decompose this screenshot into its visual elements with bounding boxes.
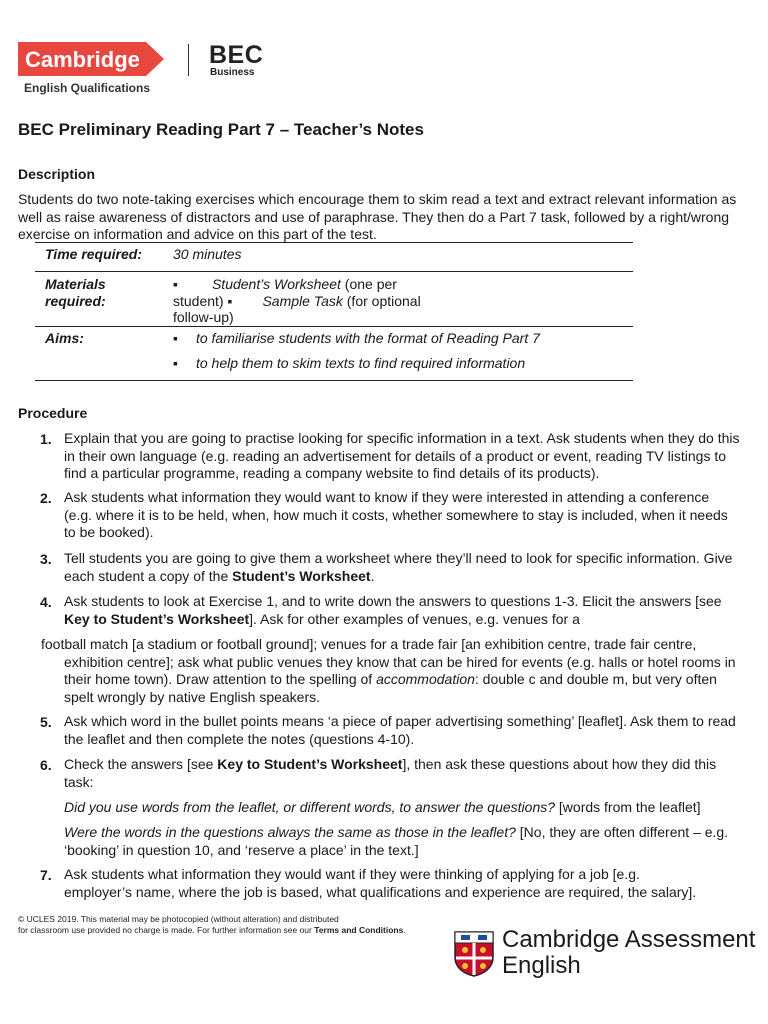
materials-line: [173, 276, 463, 293]
aim-text: to familiarise students with the format of Reading Part 7: [195, 330, 540, 346]
step-line: [64, 568, 754, 586]
bullet-icon: ▪: [173, 276, 178, 292]
cambridge-subtitle: English Qualifications: [24, 81, 151, 95]
aims-item: [173, 330, 540, 347]
aims-item: [173, 355, 525, 372]
step-line: (e.g. where it is to be held, when, how much it costs, whether somewhere to stay is included, when it needs: [64, 506, 728, 523]
step-line: the leaflet and then complete the notes (questions 4-10).: [64, 730, 415, 747]
materials-text: student) ▪: [173, 292, 233, 309]
step-7-text: [64, 866, 754, 901]
step-4-continued: [41, 636, 756, 706]
step-6-text: [64, 756, 754, 791]
aim-text: to help them to skim texts to find required information: [195, 355, 526, 371]
copyright-line: [18, 925, 406, 936]
table-rule: [35, 271, 633, 272]
step-number: 3.: [40, 551, 52, 567]
materials-label-line: Materials: [45, 276, 106, 292]
step-text: ]. Ask for other examples of venues, e.g. venues for a: [249, 610, 580, 627]
question-text: Were the words in the questions always the same as those in the leaflet?: [64, 824, 516, 840]
step-text: each student a copy of the: [64, 567, 233, 584]
header-divider: [188, 44, 189, 76]
step-line: to be booked).: [64, 524, 154, 541]
time-label: Time required:: [45, 246, 142, 262]
answer-text: [No, they are often different – e.g.: [515, 824, 729, 840]
copyright-line: © UCLES 2019. This material may be photocopied (without alteration) and distributed: [18, 914, 339, 924]
step-number: 2.: [40, 490, 52, 506]
materials-label: [45, 276, 106, 309]
step-line: Ask students what information they would want to know if they were interested in attending a conference: [64, 489, 710, 505]
materials-text: (one per: [340, 276, 397, 292]
table-rule: [35, 326, 633, 327]
step-3-text: [64, 550, 754, 585]
description-text: [18, 191, 758, 244]
description-line: well as raise awareness of distractors and use of paraphrase. They then do a Part 7 task, followed by a right/wrong: [18, 208, 730, 225]
copyright-text: for classroom use provided no charge is made. For further information see our: [18, 924, 315, 935]
worksheet-name: Student’s Worksheet: [211, 276, 341, 292]
cambridge-logo: [18, 42, 164, 76]
step-5-text: [64, 713, 754, 748]
bullet-icon: ▪: [173, 330, 178, 346]
step-line: employer’s name, where the job is based, what qualifications and experience are required, the salary].: [64, 883, 697, 900]
cambridge-assessment-logo-text: Cambridge Assessment: [502, 926, 756, 953]
step-line: task:: [64, 773, 94, 790]
cambridge-logo-text: Cambridge: [25, 47, 140, 72]
answer-text: ‘booking’ in question 10, and ‘reserve a place’ in the text.]: [64, 841, 419, 858]
step-line: Ask students what information they would want if they were thinking of applying for a job [e.g.: [64, 866, 640, 882]
step-line: Ask which word in the bullet points means ‘a piece of paper advertising something’ [leaflet]. Ask them to read: [64, 713, 736, 729]
step-line: find a particular programme, reading a company website to find details of its products).: [64, 465, 600, 482]
step-line: [64, 756, 754, 774]
aims-label: Aims:: [45, 330, 84, 346]
bec-logo: BEC: [209, 41, 264, 69]
step-number: 6.: [40, 757, 52, 773]
bec-subtitle: Business: [210, 67, 255, 78]
step-text: : double c and double m, but very often: [474, 671, 717, 688]
terms-link[interactable]: Terms and Conditions: [314, 924, 404, 935]
copyright-text: .: [403, 924, 406, 935]
answer-text: [words from the leaflet]: [555, 799, 701, 815]
step-line: football match [a stadium or football ground]; venues for a trade fair [an exhibition centre, trade fair centre,: [41, 636, 697, 652]
step-2-text: [64, 489, 754, 542]
materials-line: follow-up): [173, 309, 234, 325]
cambridge-crest-icon: [454, 931, 494, 977]
key-ref: Key to Student’s Worksheet: [217, 756, 403, 772]
table-rule-top: [35, 242, 633, 243]
step-4-text: [64, 593, 754, 628]
description-line: exercise on information and advice on this part of the test.: [18, 226, 377, 243]
document-title: BEC Preliminary Reading Part 7 – Teacher’s Notes: [18, 120, 424, 139]
step-text: .: [370, 567, 375, 584]
step-line: spelt wrongly by native English speakers.: [64, 688, 321, 705]
cambridge-assessment-logo-subtext: English: [502, 952, 581, 979]
step-1-text: [64, 430, 754, 483]
bullet-icon: ▪: [173, 355, 178, 371]
copyright-footer: [18, 914, 406, 935]
worksheet-ref: Student’s Worksheet: [232, 567, 371, 584]
step-line: [41, 671, 756, 689]
question-2: [64, 824, 754, 859]
materials-label-line: required:: [45, 292, 106, 309]
key-ref: Key to Student’s Worksheet: [64, 610, 250, 627]
step-line: Tell students you are going to give them a worksheet where they’ll need to look for specific information. Give: [64, 550, 733, 566]
step-line: exhibition centre]; ask what public venues they know that can be hired for events (e.g. halls or hotel rooms in: [64, 653, 736, 670]
sample-task-name: Sample Task: [262, 292, 343, 309]
question-text: Did you use words from the leaflet, or different words, to answer the questions?: [64, 799, 556, 815]
step-line: in their own language (e.g. reading an advertisement for details of a product or event, reading TV listings to: [64, 447, 727, 464]
step-text: their home town). Draw attention to the spelling of: [64, 671, 377, 688]
materials-line: [173, 293, 463, 310]
step-text: Check the answers [see: [64, 756, 218, 772]
step-number: 4.: [40, 594, 52, 610]
step-number: 7.: [40, 867, 52, 883]
step-number: 5.: [40, 714, 52, 730]
procedure-heading: Procedure: [18, 405, 88, 421]
step-line: [64, 611, 754, 629]
time-value: 30 minutes: [173, 246, 242, 262]
description-heading: Description: [18, 166, 96, 182]
step-text: ], then ask these questions about how they did this: [402, 756, 717, 772]
materials-value: [173, 276, 463, 326]
spelling-word: accommodation: [376, 671, 475, 688]
question-1: [64, 799, 754, 817]
step-number: 1.: [40, 431, 52, 447]
materials-text: (for optional: [342, 292, 421, 309]
table-rule-bottom: [35, 380, 633, 381]
step-line: Ask students to look at Exercise 1, and to write down the answers to questions 1-3. Elicit the answers [see: [64, 593, 722, 609]
step-line: Explain that you are going to practise looking for specific information in a text. Ask students when they do this: [64, 430, 740, 446]
description-line: Students do two note-taking exercises which encourage them to skim read a text and extract relevant information as: [18, 191, 737, 207]
